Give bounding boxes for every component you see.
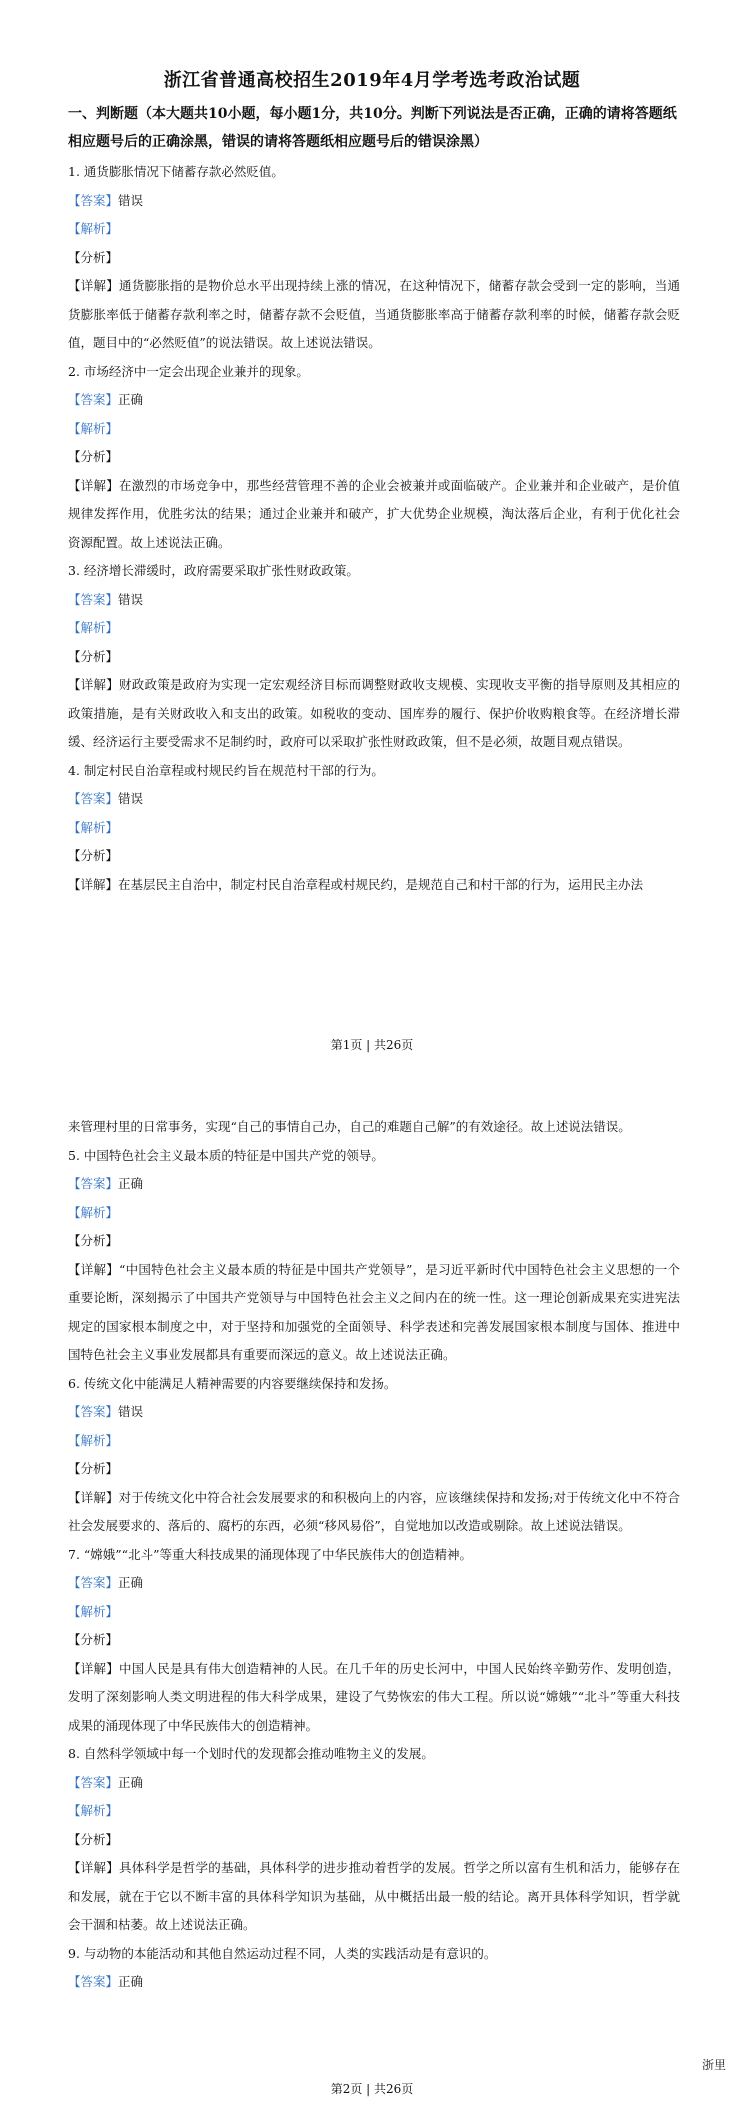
- answer-value: 正确: [118, 1176, 144, 1191]
- answer-tag: 【答案】: [68, 1404, 119, 1419]
- answer-line: [68, 1398, 680, 1427]
- analysis-tag: 【解析】: [68, 1204, 119, 1220]
- detail-paragraph: 【详解】财政政策是政府为实现一定宏观经济目标而调整财政收支规模、实现收支平衡的指导原则及其相应的政策措施，是有关财政收入和支出的政策。如税收的变动、国库券的履行、保护价收购粮食等。在经济增长滞缓、经济运行主要受需求不足制约时，政府可以采取扩张性财政政策，但不是必须，故题目观点错误。: [68, 677, 680, 749]
- question-8: 8. 自然科学领域中每一个划时代的发现都会推动唯物主义的发展。: [68, 1746, 434, 1761]
- question-6: 6. 传统文化中能满足人精神需要的内容要继续保持和发扬。: [68, 1375, 397, 1391]
- fenxi-tag: 【分析】: [68, 1831, 119, 1847]
- answer-value: 正确: [118, 392, 144, 407]
- answer-line: [68, 1968, 680, 1997]
- answer-line: [68, 1170, 680, 1199]
- fenxi-tag: 【分析】: [68, 1632, 119, 1647]
- answer-value: 错误: [118, 591, 144, 607]
- analysis-tag: 【解析】: [68, 1432, 119, 1448]
- answer-line: [68, 386, 680, 415]
- section-heading: 一、判断题（本大题共10小题，每小题1分，共10分。判断下列说法是否正确，正确的请将答题纸相应题号后的正确涂黑，错误的请将答题纸相应题号后的错误涂黑）: [68, 106, 677, 150]
- answer-tag: 【答案】: [68, 1176, 119, 1191]
- document-page-2: [0, 1090, 744, 2104]
- answer-value: 正确: [118, 1974, 144, 1989]
- analysis-tag: 【解析】: [68, 420, 119, 436]
- detail-paragraph: 【详解】对于传统文化中符合社会发展要求的和积极向上的内容，应该继续保持和发扬;对于传统文化中不符合社会发展要求的、落后的、腐朽的东西，必须“移风易俗”，自觉地加以改造或剔除。故上述说法错误。: [68, 1489, 680, 1533]
- answer-value: 错误: [118, 791, 144, 806]
- page-footer: 第2页 | 共26页: [330, 2082, 414, 2096]
- detail-paragraph: 【详解】通货膨胀指的是物价总水平出现持续上涨的情况，在这种情况下，储蓄存款会受到一定的影响，当通货膨胀率低于储蓄存款利率之时，储蓄存款不会贬值，当通货膨胀率高于储蓄存款利率的时候，储蓄存款会贬值，题目中的“必然贬值”的说法错误。故上述说法错误。: [68, 278, 680, 350]
- fenxi-tag: 【分析】: [68, 249, 119, 265]
- question-1: 1. 通货膨胀情况下储蓄存款必然贬值。: [68, 164, 284, 179]
- document-title: 浙江省普通高校招生2019年4月学考选考政治试题: [163, 70, 581, 91]
- answer-value: 正确: [118, 1575, 144, 1590]
- question-5: 5. 中国特色社会主义最本质的特征是中国共产党的领导。: [68, 1147, 384, 1163]
- page-2-content: [68, 1113, 680, 1997]
- question-3: 3. 经济增长滞缓时，政府需要采取扩张性财政政策。: [68, 563, 359, 578]
- fenxi-tag: 【分析】: [68, 449, 119, 464]
- analysis-tag: 【解析】: [68, 819, 119, 835]
- answer-value: 错误: [118, 1404, 144, 1419]
- detail-paragraph: 【详解】“中国特色社会主义最本质的特征是中国共产党领导”，是习近平新时代中国特色社会主义思想的一个重要论断，深刻揭示了中国共产党领导与中国特色社会主义之间内在的统一性。这一理论创新成果充实进宪法规定的国家根本制度之中，对于坚持和加强党的全面领导、科学表述和完善发展国家根本制度与国体、推进中国特色社会主义事业发展都具有重要而深远的意义。故上述说法正确。: [68, 1261, 680, 1362]
- fenxi-tag: 【分析】: [68, 648, 119, 664]
- corner-watermark-text: 浙里: [702, 2058, 727, 2072]
- page-1-content: [68, 158, 680, 899]
- answer-line: [68, 1769, 680, 1798]
- answer-tag: 【答案】: [68, 591, 119, 607]
- continuation-paragraph: 来管理村里的日常事务，实现“自己的事情自己办，自己的难题自己解”的有效途径。故上述说法错误。: [68, 1119, 631, 1134]
- answer-value: 错误: [118, 192, 144, 208]
- answer-line: [68, 187, 680, 216]
- analysis-tag: 【解析】: [68, 1803, 119, 1818]
- answer-line: [68, 1569, 680, 1598]
- question-4: 4. 制定村民自治章程或村规民约旨在规范村干部的行为。: [68, 762, 384, 778]
- detail-paragraph: 【详解】中国人民是具有伟大创造精神的人民。在几千年的历史长河中，中国人民始终辛勤劳作、发明创造，发明了深刻影响人类文明进程的伟大科学成果，建设了气势恢宏的伟大工程。所以说“嫦娥”“北斗”等重大科技成果的涌现体现了中华民族伟大的创造精神。: [68, 1660, 680, 1733]
- fenxi-tag: 【分析】: [68, 848, 119, 863]
- page-footer: 第1页 | 共26页: [330, 1038, 414, 1052]
- answer-line: [68, 785, 680, 814]
- fenxi-tag: 【分析】: [68, 1233, 119, 1248]
- question-9: 9. 与动物的本能活动和其他自然运动过程不同，人类的实践活动是有意识的。: [68, 1945, 497, 1961]
- answer-tag: 【答案】: [68, 392, 119, 407]
- fenxi-tag: 【分析】: [68, 1461, 119, 1476]
- detail-paragraph: 【详解】在基层民主自治中，制定村民自治章程或村规民约，是规范自己和村干部的行为，运用民主办法: [68, 876, 644, 892]
- answer-tag: 【答案】: [68, 1774, 119, 1790]
- analysis-tag: 【解析】: [68, 221, 119, 236]
- answer-value: 正确: [118, 1774, 144, 1790]
- detail-paragraph: 【详解】在激烈的市场竞争中，那些经营管理不善的企业会被兼并或面临破产。企业兼并和企业破产，是价值规律发挥作用，优胜劣汰的结果；通过企业兼并和破产，扩大优势企业规模，淘汰落后企业，有利于优化社会资源配置。故上述说法正确。: [68, 477, 680, 550]
- answer-tag: 【答案】: [68, 1974, 119, 1989]
- question-7: 7. “嫦娥”“北斗”等重大科技成果的涌现体现了中华民族伟大的创造精神。: [68, 1546, 472, 1562]
- question-2: 2. 市场经济中一定会出现企业兼并的现象。: [68, 363, 309, 379]
- answer-tag: 【答案】: [68, 791, 119, 806]
- answer-line: [68, 586, 680, 615]
- detail-paragraph: 【详解】具体科学是哲学的基础，具体科学的进步推动着哲学的发展。哲学之所以富有生机和活力，能够存在和发展，就在于它以不断丰富的具体科学知识为基础，从中概括出最一般的结论。离开具体科学知识，哲学就会干涸和枯萎。故上述说法正确。: [68, 1860, 680, 1932]
- analysis-tag: 【解析】: [68, 620, 119, 635]
- answer-tag: 【答案】: [68, 192, 119, 208]
- analysis-tag: 【解析】: [68, 1603, 119, 1619]
- answer-tag: 【答案】: [68, 1575, 119, 1590]
